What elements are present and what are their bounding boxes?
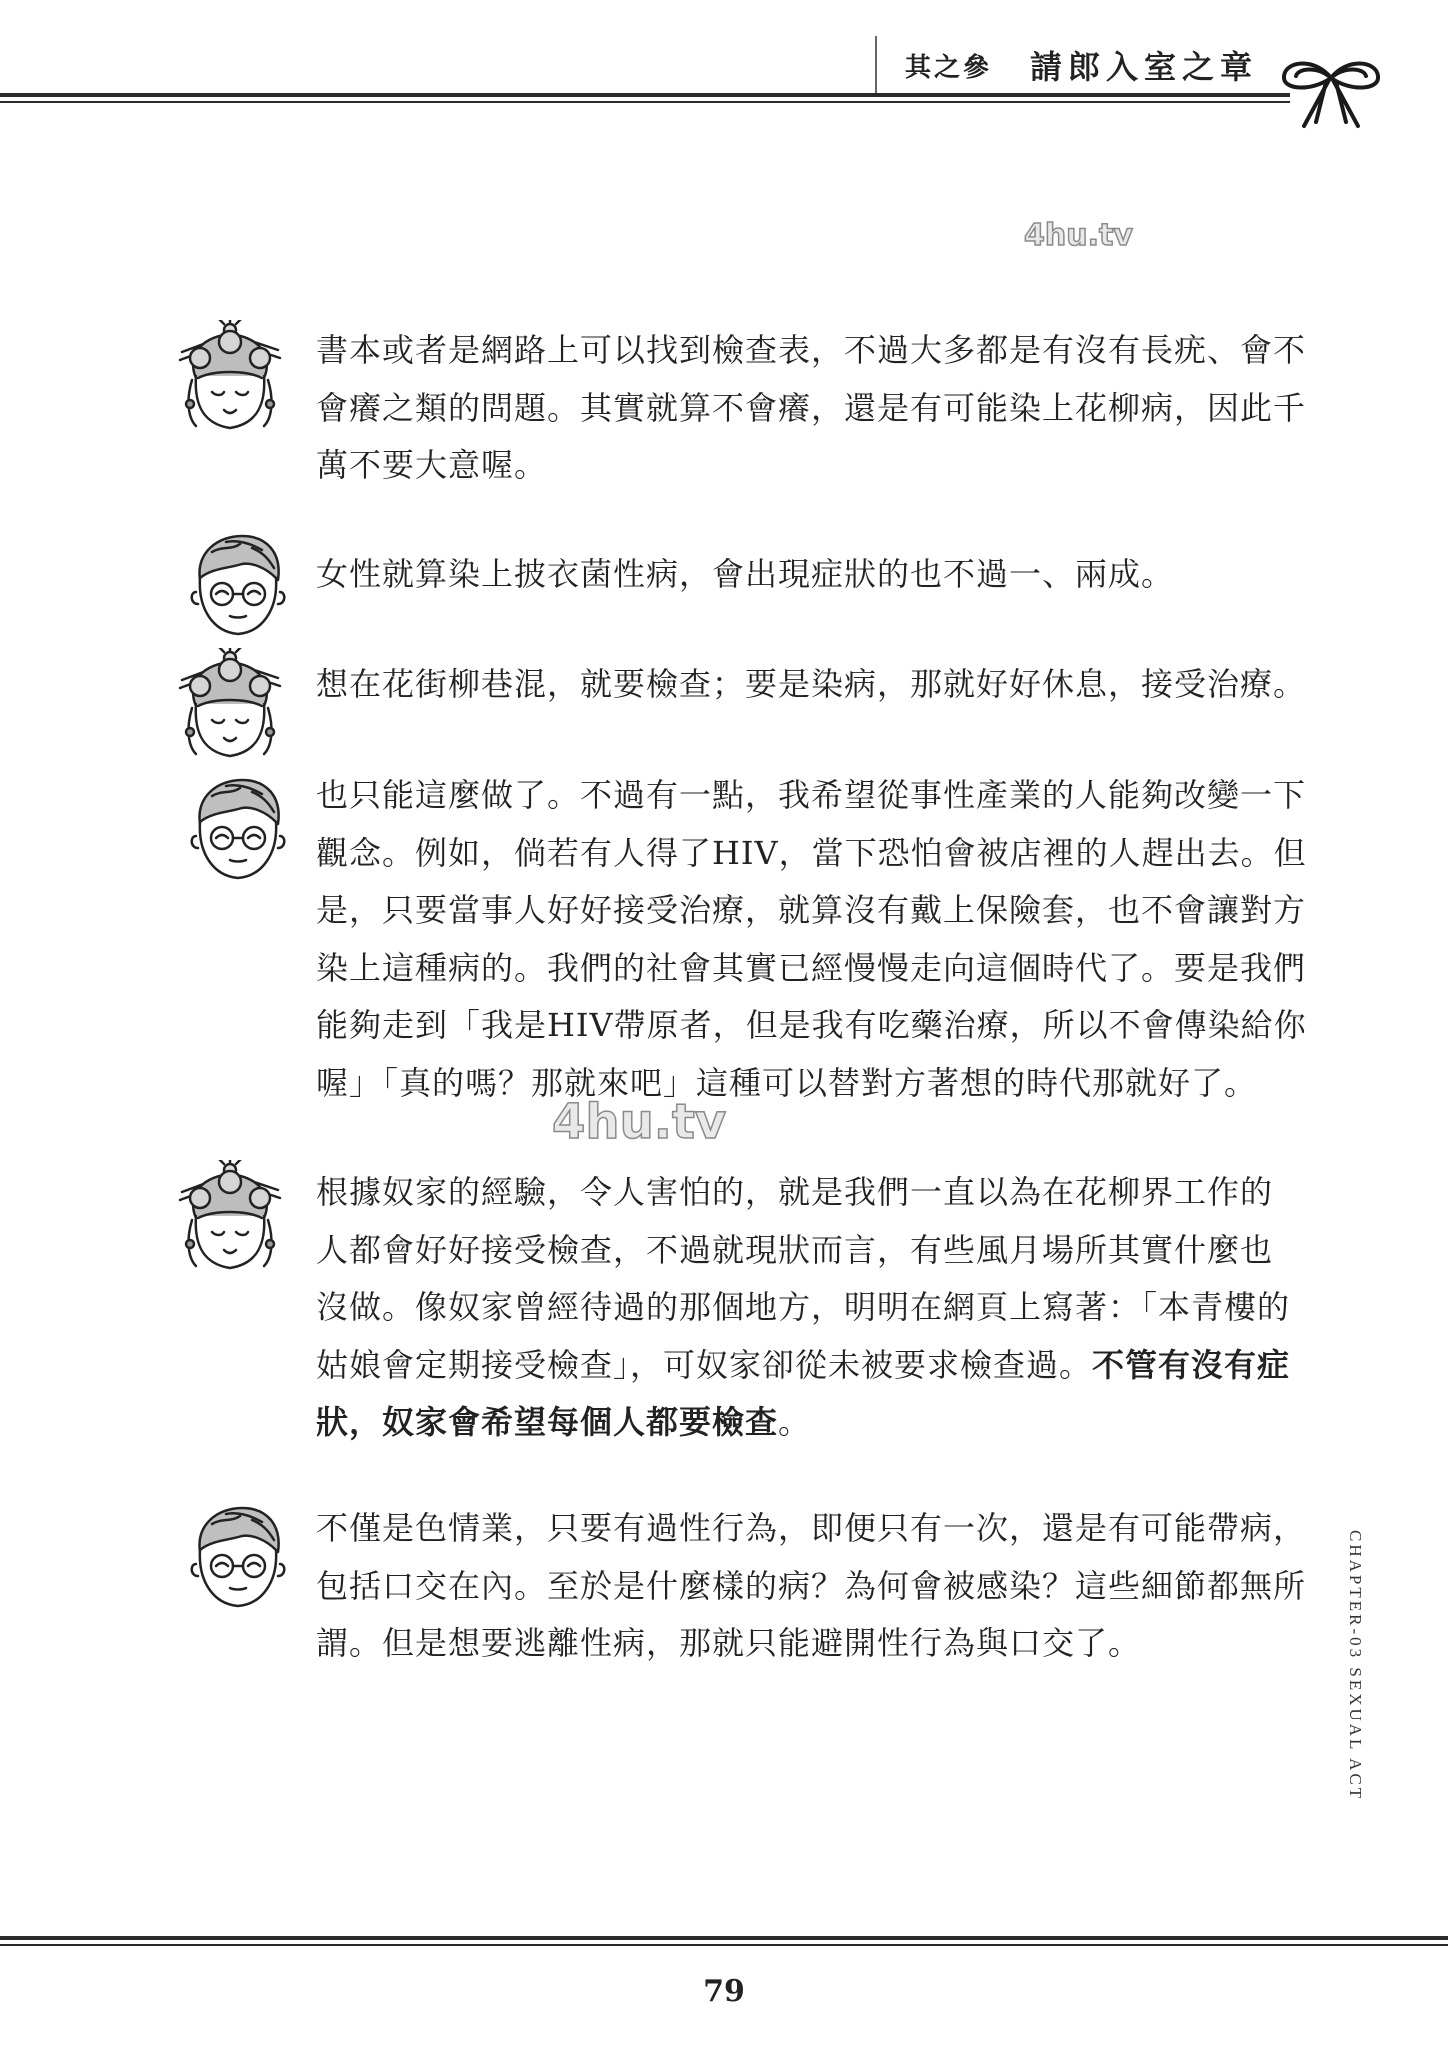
geisha-avatar-icon xyxy=(174,1160,286,1272)
doctor-avatar-icon xyxy=(182,528,294,640)
dialogue-line: 也只能這麼做了。不過有一點，我希望從事性產業的人能夠改變一下 xyxy=(316,776,1307,814)
side-chapter-label: CHAPTER-03 SEXUAL ACT xyxy=(1346,1530,1365,1802)
emphasis-text: 不管有沒有症 xyxy=(1092,1345,1291,1384)
chapter-label: 其之參 xyxy=(905,53,993,83)
page-number: 79 xyxy=(703,1974,745,2009)
dialogue-paragraph-4 xyxy=(316,767,1316,1113)
footer-rule-thin xyxy=(0,1944,1448,1946)
dialogue-paragraph-6 xyxy=(316,1500,1316,1673)
ribbon-bow-icon xyxy=(1276,56,1386,136)
dialogue-line: 書本或者是網路上可以找到檢查表，不過大多都是有沒有長疣、會不 xyxy=(316,331,1307,369)
dialogue-line: 沒做。像奴家曾經待過的那個地方，明明在網頁上寫著：「本青樓的 xyxy=(316,1288,1291,1327)
dialogue-line: 萬不要大意喔。 xyxy=(316,446,548,485)
geisha-avatar-icon xyxy=(174,648,286,760)
emphasis-text: 狀，奴家會希望每個人都要檢查 xyxy=(316,1403,779,1442)
header-rule xyxy=(0,93,1290,97)
dialogue-line: 不僅是色情業，只要有過性行為，即便只有一次，還是有可能帶病， xyxy=(316,1509,1307,1547)
dialogue-line: 染上這種病的。我們的社會其實已經慢慢走向這個時代了。要是我們 xyxy=(316,948,1307,987)
dialogue-line: 喔」「真的嗎？那就來吧」這種可以替對方著想的時代那就好了。 xyxy=(316,1063,1258,1102)
footer-rule xyxy=(0,1936,1448,1940)
dialogue-paragraph-3 xyxy=(316,656,1316,714)
dialogue-line: 想在花街柳巷混，就要檢查；要是染病，那就好好休息，接受治療。 xyxy=(316,665,1307,703)
dialogue-line xyxy=(316,1337,1316,1395)
geisha-avatar-icon xyxy=(174,320,286,432)
dialogue-line: 根據奴家的經驗，令人害怕的，就是我們一直以為在花柳界工作的 xyxy=(316,1173,1274,1211)
header-divider xyxy=(875,36,877,94)
dialogue-line: 觀念。例如，倘若有人得了HIV，當下恐怕會被店裡的人趕出去。但 xyxy=(316,833,1307,872)
dialogue-line xyxy=(316,1394,1316,1452)
doctor-avatar-icon xyxy=(182,1500,294,1612)
dialogue-line: 能夠走到「我是HIV帶原者，但是我有吃藥治療，所以不會傳染給你 xyxy=(316,1006,1307,1045)
dialogue-text: 。 xyxy=(778,1403,812,1442)
watermark: 4hu.tv xyxy=(1024,218,1133,253)
dialogue-line: 包括口交在內。至於是什麼樣的病？為何會被感染？這些細節都無所 xyxy=(316,1566,1307,1605)
doctor-avatar-icon xyxy=(182,772,294,884)
dialogue-line: 人都會好好接受檢查，不過就現狀而言，有些風月場所其實什麼也 xyxy=(316,1230,1274,1269)
dialogue-line: 女性就算染上披衣菌性病，會出現症狀的也不過一、兩成。 xyxy=(316,555,1175,593)
watermark: 4hu.tv xyxy=(552,1094,727,1150)
header-rule-thin xyxy=(0,101,1290,103)
dialogue-paragraph-5 xyxy=(316,1164,1316,1452)
dialogue-paragraph-2 xyxy=(316,546,1316,604)
chapter-title: 請郎入室之章 xyxy=(1030,48,1259,86)
dialogue-line: 謂。但是想要逃離性病，那就只能避開性行為與口交了。 xyxy=(316,1624,1142,1663)
dialogue-line: 會癢之類的問題。其實就算不會癢，還是有可能染上花柳病，因此千 xyxy=(316,388,1307,427)
dialogue-line: 是，只要當事人好好接受治療，就算沒有戴上保險套，也不會讓對方 xyxy=(316,891,1307,930)
dialogue-text: 姑娘會定期接受檢查」，可奴家卻從未被要求檢查過。 xyxy=(316,1345,1093,1384)
dialogue-paragraph-1 xyxy=(316,322,1316,495)
